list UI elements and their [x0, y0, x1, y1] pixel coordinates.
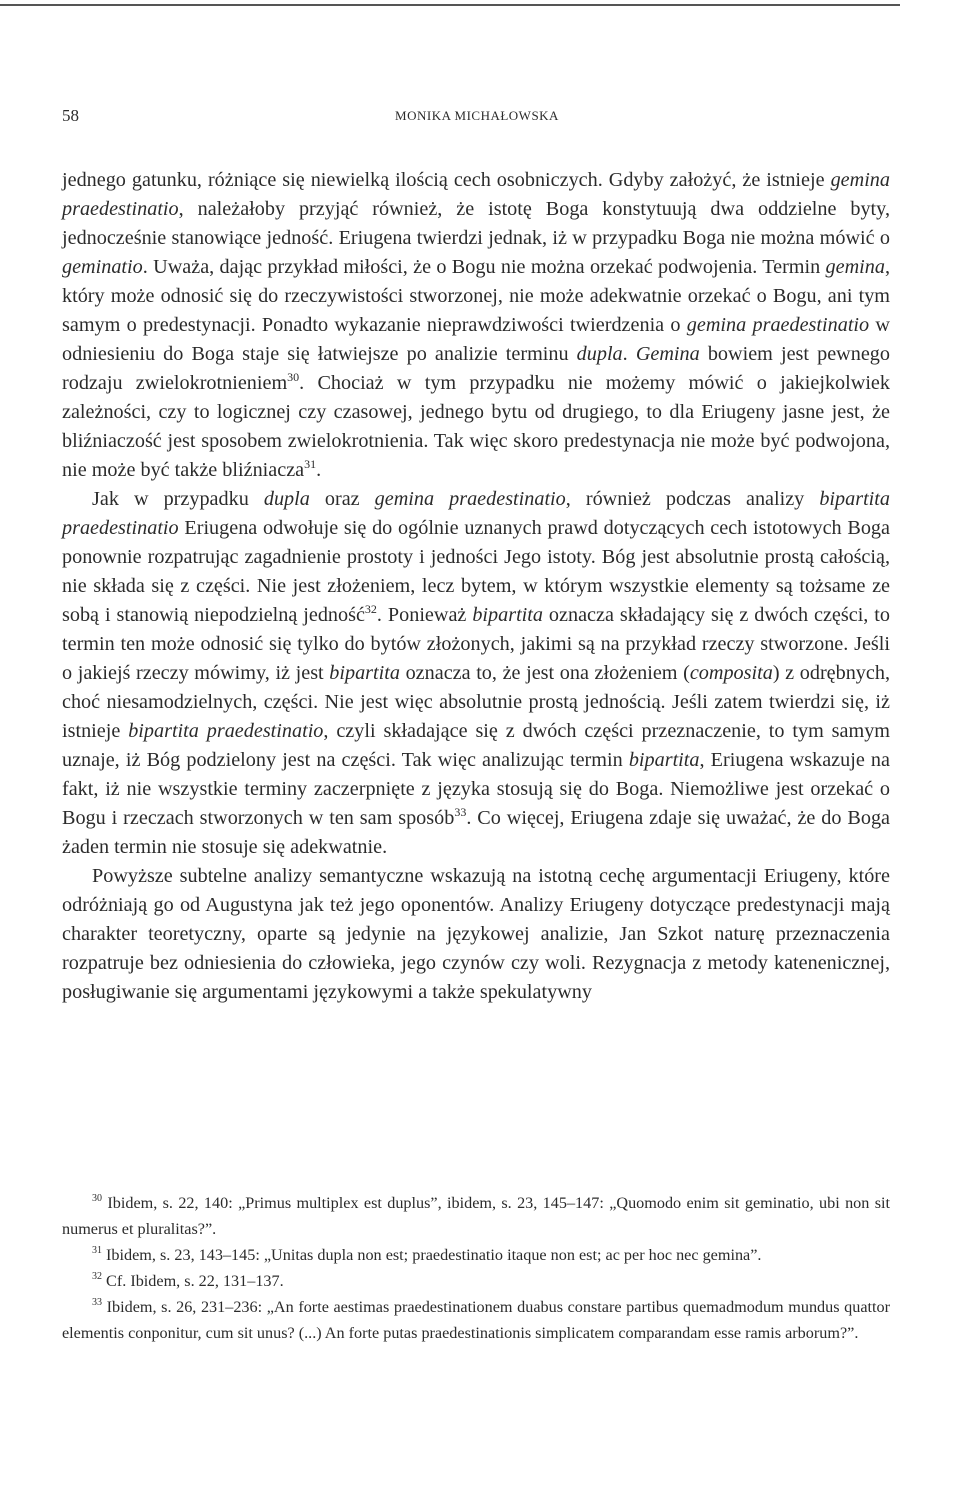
text-span: , należałoby przyjąć również, że istotę Boga konstytuują dwa oddzielne byty, jednocześnie stanowiące jedność. Eriugena twierdzi jednak, iż w przypadku Boga nie można mówić o [62, 198, 890, 249]
footnote-31 [62, 1242, 890, 1268]
text-span: . Ponieważ [376, 604, 473, 626]
footnote-ref-33[interactable]: 33 [454, 805, 467, 819]
text-span: Eriugena odwołuje się do ogólnie uznanych prawd dotyczących cech istotowych Boga ponownie rozpatrując zagadnienie prostoty i jedności Jego istoty. Bóg jest absolutnie prostą całością, nie składa się z części. Nie jest złożeniem, lecz bytem, w którym wszystkie elementy są tożsame ze sobą i stanowią niepodzielną jedność [62, 517, 890, 626]
paragraph-3: Powyższe subtelne analizy semantyczne wskazują na istotną cechę argumentacji Eriugeny, które odróżniają go od Augustyna jak też jego oponentów. Analizy Eriugeny dotyczące predestynacji mają charakter teoretyczny, oparte są jedynie na językowej analizie, Jan Szkot naturę przeznaczenia rozpatruje bez odniesienia do człowieka, jego czynów czy woli. Rezygnacja z metody katenenicznej, posługiwanie się argumentami językowymi a także spekulatywny [62, 865, 890, 1003]
italic-term: bipartita [628, 749, 700, 771]
footnote-text: Cf. Ibidem, s. 22, 131–137. [106, 1272, 284, 1290]
italic-term: gemina [825, 256, 885, 278]
italic-term: dupla [263, 488, 310, 510]
top-rule [0, 4, 900, 6]
text-span: . Chociaż w tym przypadku nie możemy mówić o jakiejkolwiek zależności, czy to logicznej czy czasowej, jednego bytu od drugiego, to dla Eriugeny jasne jest, że bliźniaczość jest sposobem zwielokrotnienia. Tak więc skoro predestynacja nie może być podwojona, nie może być także bliźniacza [62, 372, 890, 481]
text-span: , który może odnosić się do rzeczywistości stworzonej, nie może adekwatnie orzekać o Bogu, ani tym samym o predestynacji. Ponadto wykazanie nieprawdziwości twierdzenia o [62, 256, 890, 336]
text-span: oznacza to, że jest ona złożeniem ( [399, 662, 690, 684]
footnote-ref-30[interactable]: 30 [287, 370, 300, 384]
footnote-text: Ibidem, s. 26, 231–236: „An forte aestimas praedestinationem duabus constare partibus quemadmodum mundus quattor elementis conponitur, cum sit unus? (...) An forte putas praedestinationis simplicatem comparandam esse ramis arborum?”. [62, 1298, 891, 1342]
italic-term: bipartita [329, 662, 400, 684]
text-span: w odniesieniu do Boga staje się łatwiejsze po analizie terminu [62, 314, 890, 365]
text-span: . [622, 343, 636, 365]
paragraph-2 [62, 485, 890, 862]
footnotes [62, 1190, 890, 1346]
text-span: ) z odrębnych, choć niesamodzielnych, części. Nie jest więc absolutnie prostą jednością. Jeśli zatem twierdzi się, iż istnieje [62, 662, 891, 742]
italic-term: bipartita praedestinatio [128, 720, 324, 742]
footnote-ref-32[interactable]: 32 [364, 602, 377, 616]
footnote-number: 33 [92, 1297, 102, 1308]
body-text [62, 166, 890, 1007]
footnote-number: 30 [92, 1193, 102, 1204]
text-span: . Uważa, dając przykład miłości, że o Bogu nie można orzekać podwojenia. Termin [142, 256, 826, 278]
footnote-text: Ibidem, s. 22, 140: „Primus multiplex est duplus”, ibidem, s. 23, 145–147: „Quomodo enim sit geminatio, ubi non sit numerus et pluralitas?”. [62, 1194, 891, 1238]
text-span: , czyli składające się z dwóch części przeznaczenie, to tym samym uznaje, iż Bóg podzielony jest na części. Tak więc analizując termin [62, 720, 890, 771]
italic-term: gemina praedestinatio [62, 169, 890, 220]
running-head: MONIKA MICHAŁOWSKA [395, 108, 559, 123]
footnote-32 [62, 1268, 890, 1294]
page-header [62, 106, 892, 130]
text-span: Jak w przypadku [92, 488, 264, 510]
paragraph-1 [62, 166, 890, 485]
text-span: , również podczas analizy [565, 488, 820, 510]
italic-term: gemina praedestinatio [686, 314, 870, 336]
text-span: jednego gatunku, różniące się niewielką ilością cech osobniczych. Gdyby założyć, że istnieje [62, 169, 831, 191]
italic-term: geminatio [62, 256, 143, 278]
footnote-33 [62, 1294, 890, 1346]
text-span: . Co więcej, Eriugena zdaje się uważać, że do Boga żaden termin nie stosuje się adekwatnie. [62, 807, 891, 858]
footnote-text: Ibidem, s. 23, 143–145: „Unitas dupla non est; praedestinatio itaque non est; ac per hoc nec gemina”. [106, 1246, 762, 1264]
italic-term: bipartita [472, 604, 543, 626]
italic-term: bipartita praedestinatio [62, 488, 890, 539]
text-span: oraz [309, 488, 375, 510]
footnote-ref-31[interactable]: 31 [304, 457, 317, 471]
italic-term: composita [689, 662, 773, 684]
page-number: 58 [62, 106, 79, 125]
text-span: oznacza składający się z dwóch części, to termin ten może odnosić się tylko do bytów złożonych, jakimi są na przykład rzeczy stworzone. Jeśli o jakiejś rzeczy mówimy, iż jest [62, 604, 890, 684]
text-span: . [316, 459, 322, 481]
italic-term: dupla [576, 343, 623, 365]
footnote-number: 31 [92, 1245, 102, 1256]
text-span: bowiem jest pewnego rodzaju zwielokrotnieniem [62, 343, 890, 394]
footnote-number: 32 [92, 1271, 102, 1282]
text-span: , Eriugena wskazuje na fakt, iż nie wszystkie terminy zaczerpnięte z języka stosują się do Boga. Niemożliwe jest orzekać o Bogu i rzeczach stworzonych w ten sam sposób [62, 749, 890, 829]
italic-term: gemina praedestinatio [374, 488, 566, 510]
footnote-30 [62, 1190, 890, 1242]
italic-term: Gemina [635, 343, 700, 365]
